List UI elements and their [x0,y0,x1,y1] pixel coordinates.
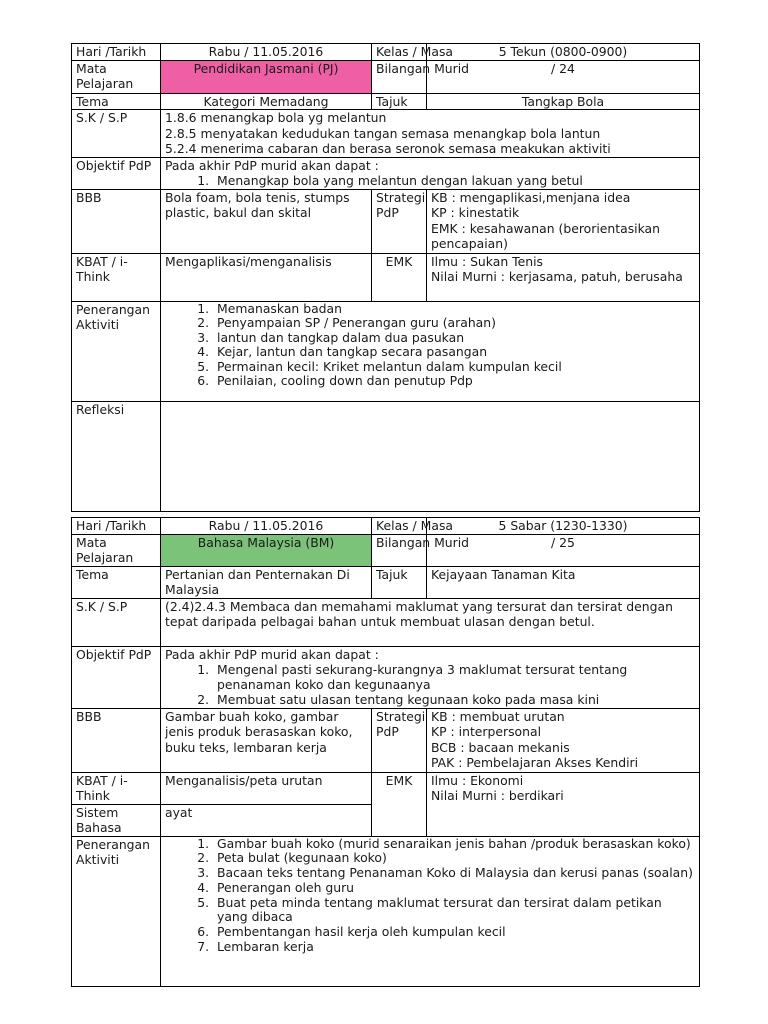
sistem-label: Sistem Bahasa [72,804,161,836]
sksp-label: S.K / S.P [72,598,161,646]
kelas-label: Kelas / Masa [372,44,427,61]
bilangan-value: / 24 [427,60,700,93]
list-item: 6. Pembentangan hasil kerja oleh kumpulan kecil [213,925,695,940]
hari-label: Hari /Tarikh [72,518,161,535]
mata-value: Bahasa Malaysia (BM) [161,534,372,566]
sksp-content [161,598,700,646]
objektif-intro: Pada akhir PdP murid akan dapat : [165,646,379,662]
sistem-value: ayat [161,804,372,836]
strategi-content [427,189,700,253]
list-item: 3. lantun dan tangkap dalam dua pasukan [213,331,695,346]
objektif-list [165,662,695,707]
hari-value: Rabu / 11.05.2016 [161,518,372,535]
sksp-content [161,110,700,158]
emk-label: EMK [372,772,427,836]
objektif-intro: Pada akhir PdP murid akan dapat : [165,157,379,173]
bbb-value: Bola foam, bola tenis, stumps plastic, bakul dan skital [161,189,372,253]
penerangan-content [161,301,700,401]
tajuk-label: Tajuk [372,566,427,598]
list-item: 1. Menangkap bola yang melantun dengan lakuan yang betul [213,173,695,189]
kbat-value: Mengaplikasi/menganalisis [161,253,372,301]
kbat-label: KBAT / i-Think [72,253,161,301]
emk-label: EMK [372,253,427,301]
list-item: 1. Memanaskan badan [213,302,695,317]
tajuk-value: Tangkap Bola [427,93,700,110]
penerangan-label: Penerangan Aktiviti [72,836,161,986]
tema-value: Pertanian dan Penternakan Di Malaysia [161,566,372,598]
tema-value: Kategori Memadang [161,93,372,110]
strategi-content [427,708,700,772]
mata-label: Mata Pelajaran [72,60,161,93]
refleksi-label: Refleksi [72,401,161,511]
sksp-label: S.K / S.P [72,110,161,158]
list-item: 4. Kejar, lantun dan tangkap secara pasangan [213,345,695,360]
list-item: 5. Permainan kecil: Kriket melantun dalam kumpulan kecil [213,360,695,375]
refleksi-value [161,401,700,511]
hari-label: Hari /Tarikh [72,44,161,61]
sksp-line: (2.4)2.4.3 Membaca dan memahami maklumat yang tersurat dan tersirat dengan tepat daripada pelbagai bahan untuk membuat ulasan dengan betul. [165,598,673,629]
strategi-line: KP : interpersonal [431,724,542,739]
lesson-plan-table-2 [71,517,700,987]
list-item: 7. Lembaran kerja [213,940,695,955]
objektif-content [161,157,700,189]
strategi-line: KB : mengaplikasi,menjana idea [431,189,631,205]
tema-label: Tema [72,93,161,110]
mata-label: Mata Pelajaran [72,534,161,566]
kbat-label: KBAT / i-Think [72,772,161,804]
bbb-label: BBB [72,708,161,772]
strategi-line: EMK : kesahawanan (berorientasikan pencapaian) [431,220,661,251]
list-item: 1. Gambar buah koko (murid senaraikan jenis bahan /produk berasaskan koko) [213,837,695,852]
list-item: 2. Membuat satu ulasan tentang kegunaan koko pada masa kini [213,692,695,707]
kbat-value: Menganalisis/peta urutan [161,772,372,804]
objektif-list [165,173,695,189]
hari-value: Rabu / 11.05.2016 [161,44,372,61]
sksp-line: 2.8.5 menyatakan kedudukan tangan semasa menangkap bola lantun [165,125,601,141]
bbb-label: BBB [72,189,161,253]
list-item: 3. Bacaan teks tentang Penanaman Koko di Malaysia dan kerusi panas (soalan) [213,866,695,881]
tema-label: Tema [72,566,161,598]
penerangan-label: Penerangan Aktiviti [72,301,161,401]
strategi-line: PAK : Pembelajaran Akses Kendiri [431,755,639,770]
objektif-label: Objektif PdP [72,157,161,189]
emk-line: Nilai Murni : berdikari [431,788,564,803]
list-item: 2. Peta bulat (kegunaan koko) [213,851,695,866]
sksp-line: 1.8.6 menangkap bola yg melantun [165,110,387,125]
strategi-line: KB : membuat urutan [431,708,565,724]
mata-value: Pendidikan Jasmani (PJ) [161,60,372,93]
emk-line: Nilai Murni : kerjasama, patuh, berusaha [431,269,683,284]
kelas-label: Kelas / Masa [372,518,427,535]
strategi-label: Strategi PdP [372,708,427,772]
emk-line: Ilmu : Ekonomi [431,772,524,788]
strategi-line: BCB : bacaan mekanis [431,739,570,755]
bbb-value: Gambar buah koko, gambar jenis produk berasaskan koko, buku teks, lembaran kerja [161,708,372,772]
sksp-line: 5.2.4 menerima cabaran dan berasa seronok semasa meakukan aktiviti [165,141,611,156]
list-item: 5. Buat peta minda tentang maklumat tersurat dan tersirat dalam petikan yang dibaca [213,896,695,926]
list-item: 2. Penyampaian SP / Penerangan guru (arahan) [213,316,695,331]
strategi-line: KP : kinestatik [431,205,520,220]
penerangan-content [161,836,700,986]
kelas-value: 5 Tekun (0800-0900) [427,44,700,61]
tajuk-label: Tajuk [372,93,427,110]
bilangan-label: Bilangan Murid [372,534,427,566]
emk-content [427,772,700,836]
emk-content [427,253,700,301]
strategi-label: Strategi PdP [372,189,427,253]
kelas-value: 5 Sabar (1230-1330) [427,518,700,535]
list-item: 1. Mengenal pasti sekurang-kurangnya 3 maklumat tersurat tentang penanaman koko dan kegunaanya [213,662,695,692]
penerangan-list [165,837,695,955]
lesson-plan-table-1 [71,43,700,512]
list-item: 6. Penilaian, cooling down dan penutup Pdp [213,374,695,389]
objektif-label: Objektif PdP [72,646,161,708]
penerangan-list [165,302,695,389]
objektif-content [161,646,700,708]
list-item: 4. Penerangan oleh guru [213,881,695,896]
bilangan-label: Bilangan Murid [372,60,427,93]
tajuk-value: Kejayaan Tanaman Kita [427,566,700,598]
bilangan-value: / 25 [427,534,700,566]
emk-line: Ilmu : Sukan Tenis [431,253,543,269]
